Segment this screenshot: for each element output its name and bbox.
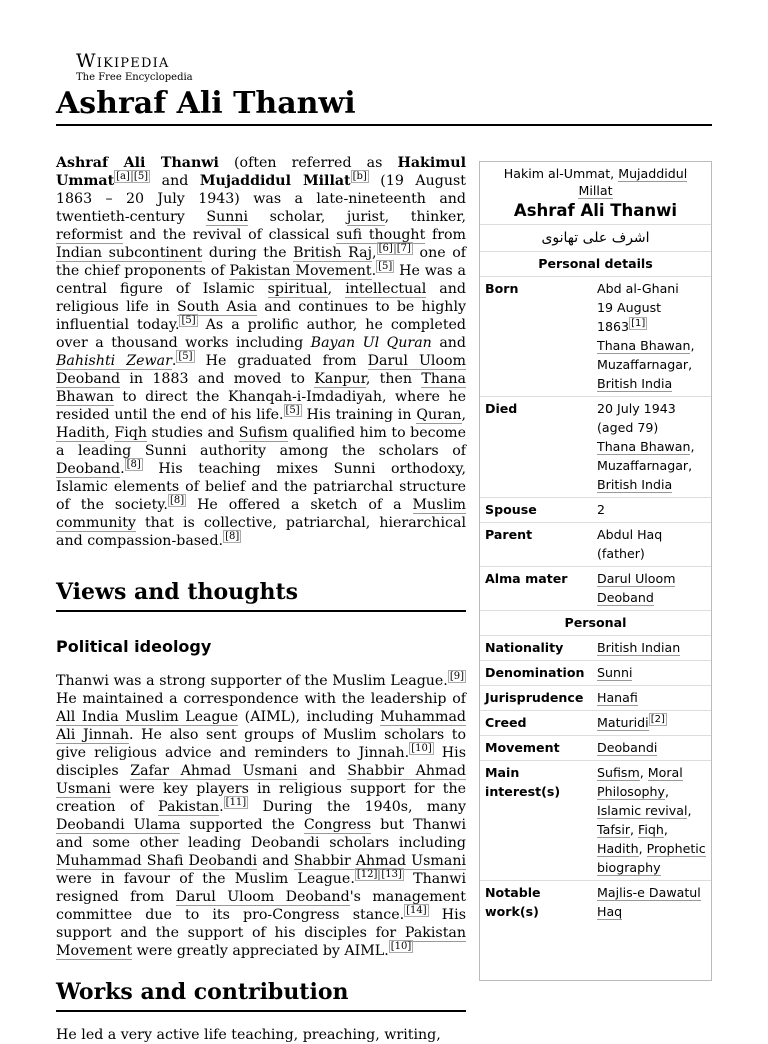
work-bayan-ul-quran: Bayan Ul Quran xyxy=(310,335,432,351)
text: scholar, xyxy=(248,209,347,225)
infobox-value xyxy=(597,688,711,707)
infobox-label: Nationality xyxy=(485,640,564,655)
link-quran[interactable]: Quran xyxy=(416,407,462,423)
link-british-raj[interactable]: British Raj xyxy=(293,245,373,261)
citation[interactable]: [12] xyxy=(356,869,378,881)
link-islamic-revival[interactable]: Islamic revival xyxy=(597,803,688,818)
separator: , xyxy=(630,822,639,837)
text: from xyxy=(425,227,466,243)
text: and the revival of classical xyxy=(122,227,337,243)
infobox-row-born xyxy=(480,277,711,397)
death-age: (aged 79) xyxy=(597,420,659,435)
infobox-value xyxy=(597,738,711,757)
link-moral-philosophy[interactable]: Moral Philosophy xyxy=(597,765,683,799)
text: and xyxy=(257,853,294,869)
citation[interactable]: [a] xyxy=(116,171,130,183)
text: were in favour of the Muslim League. xyxy=(56,871,355,887)
citation[interactable]: [8] xyxy=(225,531,240,543)
citation[interactable]: [7] xyxy=(396,243,411,255)
link-sunni[interactable]: Sunni xyxy=(206,209,249,225)
intro-paragraph xyxy=(56,154,466,550)
link-indian-subcontinent[interactable]: Indian subcontinent xyxy=(56,245,203,261)
link-hadith[interactable]: Hadith xyxy=(56,425,106,441)
text: , Muzaffarnagar, xyxy=(597,439,695,473)
link-thana-bhawan[interactable]: Thana Bhawan xyxy=(56,371,467,405)
citation[interactable]: [10] xyxy=(411,743,432,755)
link-maturidi[interactable]: Maturidi xyxy=(597,715,649,730)
subject-name: Ashraf Ali Thanwi xyxy=(56,155,219,171)
text: Hakim al-Ummat, xyxy=(503,166,619,181)
link-sunni[interactable]: Sunni xyxy=(597,665,633,680)
section-heading-views: Views and thoughts xyxy=(56,578,466,612)
text: His support and the support of his disciples for xyxy=(56,907,466,941)
link-fiqh[interactable]: Fiqh xyxy=(638,822,664,837)
infobox-row-died xyxy=(480,397,711,498)
infobox-row-denomination xyxy=(480,661,711,686)
separator: , xyxy=(639,765,648,780)
infobox-row-alma-mater xyxy=(480,567,711,611)
text: Thanwi resigned from xyxy=(56,871,466,905)
citation[interactable]: [6] xyxy=(378,243,393,255)
separator: , xyxy=(687,803,692,818)
link-spiritual[interactable]: spiritual xyxy=(267,281,328,297)
link-congress[interactable]: Congress xyxy=(303,817,372,833)
article-content xyxy=(56,154,466,1044)
infobox xyxy=(479,161,712,981)
separator: , xyxy=(664,784,669,799)
infobox-label: Denomination xyxy=(485,665,585,680)
text: He maintained a correspondence with the leadership of xyxy=(56,691,466,707)
citation[interactable]: [5] xyxy=(133,171,149,183)
link-fiqh[interactable]: Fiqh xyxy=(114,425,147,441)
infobox-honorifics xyxy=(480,162,711,199)
infobox-row-movement xyxy=(480,736,711,761)
text: qualified him to become a leading Sunni authority among the scholars of xyxy=(56,425,466,459)
text: His training in xyxy=(301,407,417,423)
citation[interactable]: [5] xyxy=(178,351,193,363)
title-divider xyxy=(56,124,712,126)
infobox-value xyxy=(597,883,711,921)
subsection-heading-political: Political ideology xyxy=(56,637,212,656)
separator: , xyxy=(638,841,647,856)
link-prophetic-biography[interactable]: Prophetic biography xyxy=(597,841,706,875)
text: one of the chief proponents of xyxy=(56,245,467,279)
text: He graduated from xyxy=(194,353,368,369)
text: , then xyxy=(365,371,422,387)
text: 's management committee due to its pro-Congress stance. xyxy=(56,889,466,923)
text: , xyxy=(327,281,346,297)
link-muhammad-shafi-deobandi[interactable]: Muhammad Shafi Deobandi xyxy=(56,853,258,869)
link-all-india-muslim-league[interactable]: All India Muslim League xyxy=(56,709,239,725)
birth-date: 19 August 1863 xyxy=(597,300,662,334)
infobox-label: Movement xyxy=(485,740,560,755)
text: and religious life in xyxy=(56,281,466,315)
citation[interactable]: [2] xyxy=(650,713,665,725)
link-jurist[interactable]: jurist xyxy=(346,209,385,225)
link-pakistan-movement[interactable]: Pakistan Movement xyxy=(56,925,466,959)
link-thana-bhawan[interactable]: Thana Bhawan xyxy=(597,439,691,454)
infobox-row-parent xyxy=(480,523,711,567)
infobox-native-name: اشرف علی تھانوی xyxy=(480,224,711,252)
infobox-label: Notable work(s) xyxy=(485,885,541,919)
text: (AIML), including xyxy=(238,709,381,725)
title-mujaddidul-millat: Mujaddidul Millat xyxy=(199,173,351,189)
wikipedia-wordmark: Wikipedia xyxy=(76,50,170,72)
infobox-label: Creed xyxy=(485,715,527,730)
text: His teaching mixes Sunni orthodoxy, Islamic elements of belief and the patriarchal structure of the society. xyxy=(56,461,466,513)
text: supported the xyxy=(180,817,304,833)
citation[interactable]: [8] xyxy=(169,495,185,507)
death-date: 20 July 1943 xyxy=(597,401,676,416)
text: He was a central figure of Islamic xyxy=(56,263,466,297)
infobox-label: Died xyxy=(485,401,518,416)
link-british-india[interactable]: British India xyxy=(597,477,673,492)
infobox-row-nationality xyxy=(480,636,711,661)
link-bahishti-zewar[interactable]: Bahishti Zewar xyxy=(56,353,172,369)
infobox-label: Main interest(s) xyxy=(485,765,561,799)
infobox-label: Spouse xyxy=(485,502,537,517)
link-hanafi[interactable]: Hanafi xyxy=(597,690,638,705)
link-british-india[interactable]: British India xyxy=(597,376,673,391)
infobox-value: 2 xyxy=(597,502,606,517)
text: , thinker, xyxy=(384,209,466,225)
text: As a prolific author, he completed over a thousand works including xyxy=(56,317,466,351)
text: During the 1940s, many xyxy=(248,799,466,815)
infobox-row-jurisprudence xyxy=(480,686,711,711)
link-mujaddidul-millat[interactable]: Mujaddidul Millat xyxy=(578,166,688,198)
citation[interactable]: [10] xyxy=(390,941,412,953)
text: He offered a sketch of a xyxy=(186,497,413,513)
infobox-header-personal-details: Personal details xyxy=(480,252,711,277)
link-deobandi-ulama[interactable]: Deobandi Ulama xyxy=(56,817,181,833)
link-hadith[interactable]: Hadith xyxy=(597,841,639,856)
text: during the xyxy=(202,245,294,261)
infobox-value xyxy=(597,663,711,682)
text: , xyxy=(461,407,467,423)
text: . xyxy=(120,461,125,477)
infobox-value xyxy=(597,638,711,657)
link-pakistan-movement[interactable]: Pakistan Movement xyxy=(229,263,372,279)
text: and xyxy=(431,335,466,351)
text: that is collective, patriarchal, hierarchical and compassion-based. xyxy=(56,515,466,549)
works-paragraph: He led a very active life teaching, preaching, writing, xyxy=(56,1027,441,1043)
link-intellectual[interactable]: intellectual xyxy=(345,281,427,297)
link-shabbir-ahmad-usmani[interactable]: Shabbir Ahmad Usmani xyxy=(293,853,466,869)
section-heading-works: Works and contribution xyxy=(56,978,466,1012)
link-muslim-community[interactable]: Muslim community xyxy=(56,497,466,531)
infobox-header-personal: Personal xyxy=(480,611,711,636)
text: and continues to be highly influential today. xyxy=(56,299,466,333)
citation[interactable]: [11] xyxy=(225,797,247,809)
text: His disciples xyxy=(56,745,466,779)
citation[interactable]: [13] xyxy=(381,869,402,881)
infobox-value xyxy=(597,279,711,393)
link-sufism[interactable]: Sufism xyxy=(238,425,288,441)
text: to direct the Khanqah-i-Imdadiyah, where he resided until the end of his life. xyxy=(56,389,466,423)
text: studies and xyxy=(146,425,239,441)
infobox-value xyxy=(597,399,711,494)
text: Thanwi was a strong supporter of the Muslim League. xyxy=(56,673,448,689)
link-zafar-ahmad-usmani[interactable]: Zafar Ahmad Usmani xyxy=(130,763,298,779)
link-sufism[interactable]: Sufism xyxy=(597,765,640,780)
birth-name: Abd al-Ghani xyxy=(597,281,679,296)
text: but Thanwi and some other leading Deobandi scholars including xyxy=(56,817,466,851)
link-south-asia[interactable]: South Asia xyxy=(177,299,258,315)
title-hakimul-ummat: Hakimul Ummat xyxy=(56,155,466,189)
infobox-value: Abdul Haq (father) xyxy=(597,527,663,561)
link-deoband[interactable]: Deoband xyxy=(56,461,121,477)
citation[interactable]: [14] xyxy=(406,905,427,917)
infobox-label: Alma mater xyxy=(485,571,568,586)
infobox-label: Born xyxy=(485,281,519,296)
citation[interactable]: [5] xyxy=(181,315,196,327)
separator: , xyxy=(663,822,668,837)
citation[interactable]: [1] xyxy=(631,317,646,329)
citation[interactable]: [5] xyxy=(285,405,300,417)
text: . xyxy=(219,799,224,815)
text: and xyxy=(297,763,348,779)
link-british-indian[interactable]: British Indian xyxy=(597,640,681,655)
text: . xyxy=(171,353,177,369)
infobox-value xyxy=(597,569,711,607)
text: in 1883 and moved to xyxy=(120,371,315,387)
text: . xyxy=(371,263,377,279)
text: were greatly appreciated by AIML. xyxy=(132,943,389,959)
citation[interactable]: [8] xyxy=(126,459,141,471)
link-darul-uloom-deoband[interactable]: Darul Uloom Deoband xyxy=(56,353,467,387)
infobox-name: Ashraf Ali Thanwi xyxy=(513,201,678,220)
link-shabbir-ahmad-usmani[interactable]: Shabbir Ahmad Usmani xyxy=(56,763,466,797)
infobox-label: Jurisprudence xyxy=(485,690,584,705)
link-kanpur[interactable]: Kanpur xyxy=(314,371,366,387)
link-pakistan[interactable]: Pakistan xyxy=(158,799,220,815)
citation[interactable]: [5] xyxy=(378,261,393,273)
infobox-row-notable-works xyxy=(480,881,711,924)
text: (19 August 1863 – 20 July 1943) was a late-nineteenth and twentieth-century xyxy=(56,173,466,225)
text: (often referred as xyxy=(218,155,398,171)
citation[interactable]: [9] xyxy=(449,671,464,683)
political-paragraph xyxy=(56,672,466,960)
text: . He also sent groups of Muslim scholars to give religious advice and reminders to Jinnah. xyxy=(56,727,466,761)
link-darul-uloom-deoband[interactable]: Darul Uloom Deoband xyxy=(597,571,676,605)
infobox-value xyxy=(597,713,711,732)
link-sufi-thought[interactable]: sufi thought xyxy=(336,227,426,243)
text: and xyxy=(150,173,200,189)
wikipedia-tagline: The Free Encyclopedia xyxy=(76,72,193,83)
infobox-row-spouse xyxy=(480,498,711,523)
infobox-label: Parent xyxy=(485,527,533,542)
link-majlis-e-dawatul-haq[interactable]: Majlis-e Dawatul Haq xyxy=(597,885,701,919)
wikipedia-logo[interactable] xyxy=(76,50,193,84)
text: , Muzaffarnagar, xyxy=(597,338,695,372)
page-title: Ashraf Ali Thanwi xyxy=(56,86,356,121)
link-thana-bhawan[interactable]: Thana Bhawan xyxy=(597,338,691,353)
text: , xyxy=(372,245,377,261)
text: , xyxy=(105,425,115,441)
link-reformist[interactable]: reformist xyxy=(56,227,123,243)
link-darul-uloom-deoband[interactable]: Darul Uloom Deoband xyxy=(175,889,350,905)
infobox-row-creed xyxy=(480,711,711,736)
text: were key players in religious support for the creation of xyxy=(56,781,466,815)
infobox-value xyxy=(597,763,711,877)
infobox-row-main-interests xyxy=(480,761,711,881)
link-muhammad-ali-jinnah[interactable]: Muhammad Ali Jinnah xyxy=(56,709,466,743)
link-deobandi[interactable]: Deobandi xyxy=(597,740,658,755)
citation[interactable]: [b] xyxy=(352,171,367,183)
link-tafsir[interactable]: Tafsir xyxy=(597,822,630,837)
